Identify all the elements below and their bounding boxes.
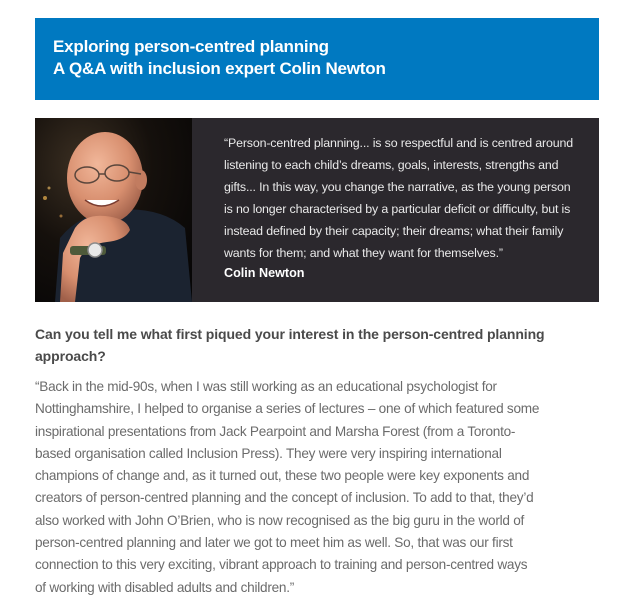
quote-line: is no longer characterised by a particular deficit or difficulty, but is [224, 202, 571, 216]
answer-line: Nottinghamshire, I helped to organise a series of lectures – one of which featured some [35, 401, 540, 417]
answer-line: person-centred planning and later we got to meet him as well. So, that was our first [35, 535, 513, 551]
quote-author: Colin Newton [224, 266, 305, 280]
article-subtitle: A Q&A with inclusion expert Colin Newton [53, 59, 386, 78]
quote-line: instead defined by their capacity; their dreams; what their family [224, 224, 564, 238]
answer-line: creators of person-centred planning and the concept of inclusion. To add to that, they’d [35, 490, 534, 506]
quote-line: gifts... In this way, you change the narrative, as the young person [224, 180, 571, 194]
quote-line: listening to each child’s dreams, goals, interests, strengths and [224, 158, 559, 172]
question-line: Can you tell me what first piqued your interest in the person-centred planning [35, 326, 545, 342]
interview-answer [35, 376, 615, 599]
pull-quote-panel [35, 118, 599, 302]
quote-line: wants for them; and what they want for themselves.” [224, 246, 503, 260]
pull-quote-text [224, 132, 586, 264]
answer-line: of working with disabled adults and children.” [35, 579, 295, 595]
answer-line: champions of change and, as it turned out, these two people were key exponents and [35, 468, 530, 484]
quote-line: “Person-centred planning... is so respectful and is centred around [224, 136, 573, 150]
article-title: Exploring person-centred planning [53, 37, 329, 56]
article-header [35, 18, 599, 100]
author-photo [35, 118, 192, 302]
answer-line: “Back in the mid-90s, when I was still working as an educational psychologist for [35, 379, 497, 394]
answer-line: based organisation called Inclusion Press). They were very inspiring international [35, 445, 502, 461]
interview-question [35, 323, 605, 367]
portrait-illustration [35, 118, 192, 302]
answer-line: also worked with John O’Brien, who is now recognised as the big guru in the world of [35, 512, 525, 528]
question-line: approach? [35, 348, 106, 364]
answer-line: connection to this very exciting, vibrant approach to training and person-centred ways [35, 557, 528, 573]
answer-line: inspirational presentations from Jack Pearpoint and Marsha Forest (from a Toronto- [35, 423, 516, 439]
